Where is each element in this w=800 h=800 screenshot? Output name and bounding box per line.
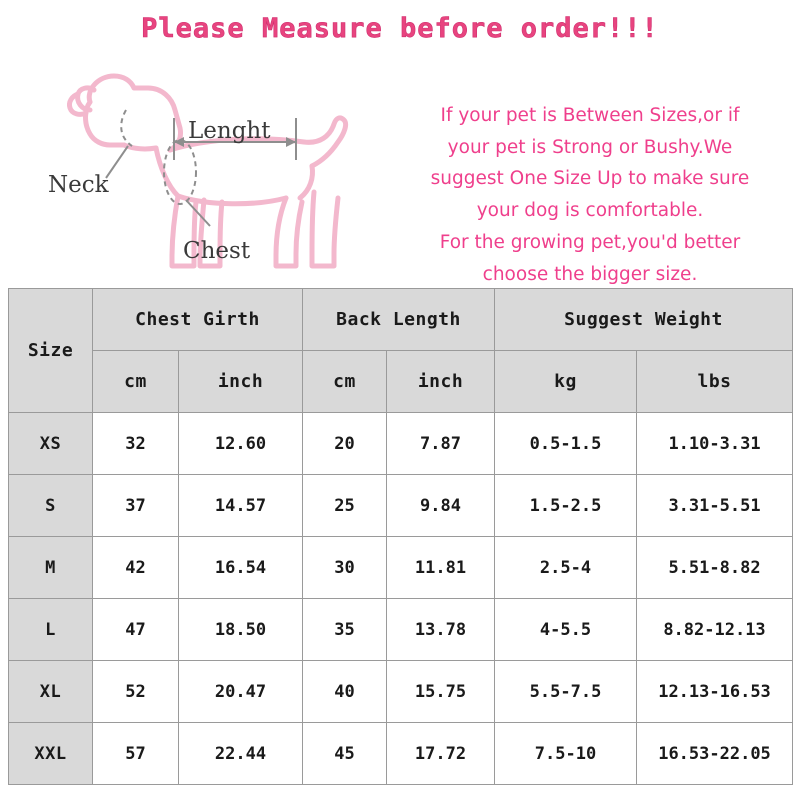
cell-size: M [9,537,93,599]
cell-size: XS [9,413,93,475]
cell-back-inch: 9.84 [387,475,495,537]
page-title: Please Measure before order!!! [141,13,659,44]
cell-chest-cm: 32 [93,413,179,475]
notice-line: suggest One Size Up to make sure [430,168,750,190]
cell-back-cm: 45 [303,723,387,785]
notice-line: your pet is Strong or Bushy.We [447,136,733,158]
cell-chest-inch: 18.50 [179,599,303,661]
header-chest-inch: inch [179,351,303,413]
cell-weight-lbs: 12.13-16.53 [637,661,793,723]
cell-back-cm: 25 [303,475,387,537]
cell-back-cm: 40 [303,661,387,723]
cell-weight-lbs: 8.82-12.13 [637,599,793,661]
cell-chest-inch: 12.60 [179,413,303,475]
cell-back-inch: 7.87 [387,413,495,475]
cell-weight-kg: 0.5-1.5 [495,413,637,475]
cell-weight-lbs: 5.51-8.82 [637,537,793,599]
table-row [9,475,793,537]
cell-weight-lbs: 3.31-5.51 [637,475,793,537]
cell-chest-cm: 42 [93,537,179,599]
cell-chest-cm: 37 [93,475,179,537]
cell-chest-inch: 20.47 [179,661,303,723]
notice-line: choose the bigger size. [482,263,698,285]
cell-size: XXL [9,723,93,785]
cell-chest-cm: 47 [93,599,179,661]
table-row [9,537,793,599]
cell-size: S [9,475,93,537]
label-length: Lenght [188,117,271,144]
cell-chest-cm: 57 [93,723,179,785]
cell-back-inch: 13.78 [387,599,495,661]
cell-weight-kg: 4-5.5 [495,599,637,661]
cell-weight-lbs: 1.10-3.31 [637,413,793,475]
cell-chest-inch: 14.57 [179,475,303,537]
notice-line: For the growing pet,you'd better [439,231,741,253]
size-table [8,288,793,785]
header-suggest-weight: Suggest Weight [495,289,793,351]
cell-back-cm: 35 [303,599,387,661]
cell-chest-inch: 22.44 [179,723,303,785]
cell-chest-inch: 16.54 [179,537,303,599]
illustration-area [0,44,800,285]
header-size: Size [9,289,93,413]
notice-text [395,100,785,291]
label-chest: Chest [183,237,251,264]
header-weight-kg: kg [495,351,637,413]
table-row [9,661,793,723]
cell-weight-kg: 1.5-2.5 [495,475,637,537]
label-neck: Neck [48,171,109,198]
cell-back-inch: 11.81 [387,537,495,599]
dog-diagram [28,50,388,275]
notice-line: If your pet is Between Sizes,or if [440,104,740,126]
header-back-inch: inch [387,351,495,413]
header-back-cm: cm [303,351,387,413]
cell-weight-kg: 7.5-10 [495,723,637,785]
table-header-group-row [9,289,793,351]
cell-size: L [9,599,93,661]
cell-back-inch: 15.75 [387,661,495,723]
table-row [9,599,793,661]
cell-chest-cm: 52 [93,661,179,723]
header-weight-lbs: lbs [637,351,793,413]
cell-back-cm: 30 [303,537,387,599]
cell-size: XL [9,661,93,723]
table-row [9,723,793,785]
table-row [9,413,793,475]
notice-line: your dog is comfortable. [476,200,704,222]
table-header-unit-row [9,351,793,413]
size-table-wrapper [8,288,792,785]
cell-weight-kg: 5.5-7.5 [495,661,637,723]
header-back-length: Back Length [303,289,495,351]
cell-back-cm: 20 [303,413,387,475]
cell-weight-lbs: 16.53-22.05 [637,723,793,785]
header-chest-girth: Chest Girth [93,289,303,351]
cell-back-inch: 17.72 [387,723,495,785]
header-chest-cm: cm [93,351,179,413]
cell-weight-kg: 2.5-4 [495,537,637,599]
